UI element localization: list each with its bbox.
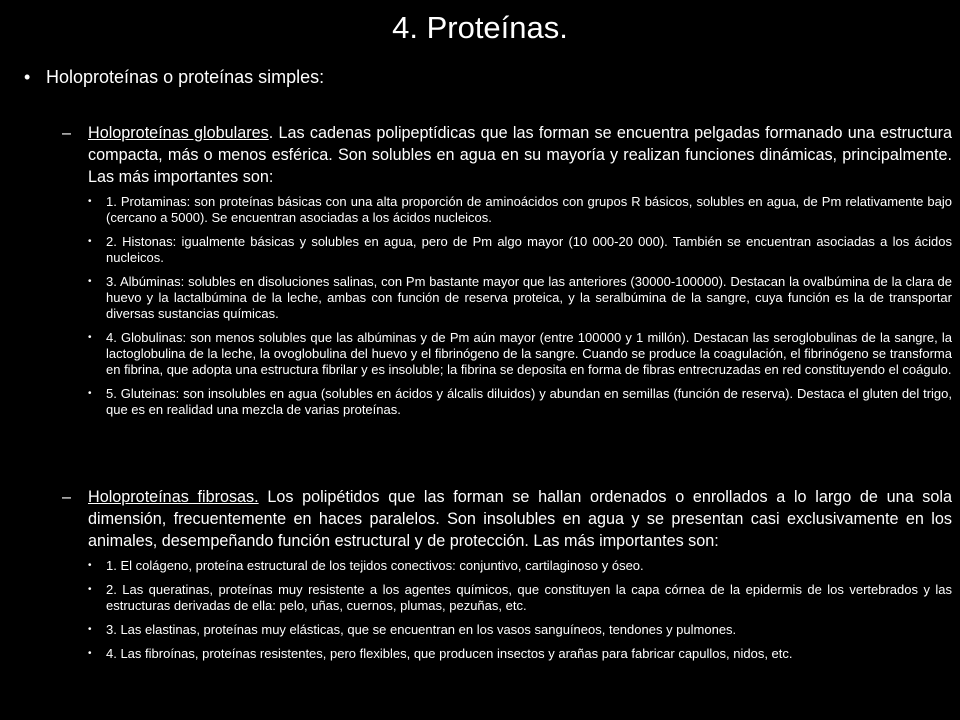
level1-text: Holoproteínas o proteínas simples: <box>46 67 325 87</box>
section-fibrosas-intro <box>88 486 952 552</box>
bullet-icon: • <box>88 584 92 595</box>
section-globulares-intro <box>88 122 952 188</box>
list-item <box>88 582 952 614</box>
list-item <box>88 558 952 574</box>
bullet-icon: • <box>88 560 92 571</box>
bullet-icon: • <box>88 196 92 207</box>
list-item <box>88 194 952 226</box>
list-item <box>88 274 952 322</box>
list-item <box>88 330 952 378</box>
bullet-icon: • <box>88 624 92 635</box>
list-item-text: 2. Histonas: igualmente básicas y solubles en agua, pero de Pm algo mayor (10 000-20 000). También se encuentran asociadas a los ácidos nucleicos. <box>106 234 952 265</box>
list-item-text: 1. Protaminas: son proteínas básicas con una alta proporción de aminoácidos con grupos R básicos, solubles en agua, de Pm relativamente bajo (cercano a 5000). Se encuentran asociadas a los ácidos nucleicos. <box>106 194 952 225</box>
slide-title: 4. Proteínas. <box>392 10 568 45</box>
list-item-text: 5. Gluteinas: son insolubles en agua (solubles en ácidos y álcalis diluidos) y abundan en semillas (función de reserva). Destaca el gluten del trigo, que es en realidad una mezcla de varias proteínas. <box>106 386 952 417</box>
dash-icon: – <box>62 488 72 506</box>
dash-icon: – <box>62 124 72 142</box>
list-item-text: 1. El colágeno, proteína estructural de los tejidos conectivos: conjuntivo, cartilaginoso y óseo. <box>106 558 644 573</box>
list-item-text: 3. Las elastinas, proteínas muy elásticas, que se encuentran en los vasos sanguíneos, tendones y pulmones. <box>106 622 737 637</box>
section-fibrosas-heading: Holoproteínas fibrosas. <box>88 488 259 506</box>
section-fibrosas <box>62 486 952 670</box>
bullet-icon: • <box>24 67 31 87</box>
section-globulares-list <box>88 194 952 418</box>
section-globulares <box>62 122 952 426</box>
bullet-icon: • <box>88 332 92 343</box>
list-item <box>88 234 952 266</box>
list-item-text: 4. Globulinas: son menos solubles que las albúminas y de Pm aún mayor (entre 100000 y 1 millón). Destacan las seroglobulinas de la sangre, la lactoglobulina de la leche, la ovoglobulina del huevo y el fibrinógeno de la sangre. Cuando se produce la coagulación, el fibrinógeno se transforma en fibrina, que adopta una estructura fibrilar y es insoluble; la fibrina se deposita en forma de fibras entrecruzadas en red constituyendo el coágulo. <box>106 330 952 377</box>
bullet-icon: • <box>88 388 92 399</box>
list-item-text: 4. Las fibroínas, proteínas resistentes, pero flexibles, que producen insectos y arañas para fabricar capullos, nidos, etc. <box>106 646 793 661</box>
list-item <box>88 646 952 662</box>
section-globulares-intro-text: . Las cadenas polipeptídicas que las forman se encuentra pelgadas formanado una estructura compacta, más o menos esférica. Son solubles en agua en su mayoría y realizan funciones dinámicas, principalmente. Las más importantes son: <box>88 124 952 186</box>
section-fibrosas-intro-text: Los polipétidos que las forman se hallan ordenados o enrollados a lo largo de una sola dimensión, frecuentemente en haces paralelos. Son insolubles en agua y se presentan casi exclusivamente en los animales, desempeñando función estructural y de protección. Las más importantes son: <box>88 488 952 550</box>
list-item-text: 2. Las queratinas, proteínas muy resistente a los agentes químicos, que constituyen la capa córnea de la epidermis de los vertebrados y las estructuras derivadas de ella: pelo, uñas, cuernos, plumas, pezuñas, etc. <box>106 582 952 613</box>
bullet-icon: • <box>88 236 92 247</box>
section-fibrosas-list <box>88 558 952 662</box>
bullet-icon: • <box>88 276 92 287</box>
section-globulares-heading: Holoproteínas globulares <box>88 124 269 142</box>
list-item <box>88 622 952 638</box>
list-item-text: 3. Albúminas: solubles en disoluciones salinas, con Pm bastante mayor que las anteriores (30000-100000). Destacan la ovalbúmina de la clara de huevo y la lactalbúmina de la leche, ambas con función de reserva proteica, y la seralbúmina de la sangre, cuya función es la de transportar diversas sustancias químicas. <box>106 274 952 321</box>
bullet-icon: • <box>88 648 92 659</box>
list-item <box>88 386 952 418</box>
